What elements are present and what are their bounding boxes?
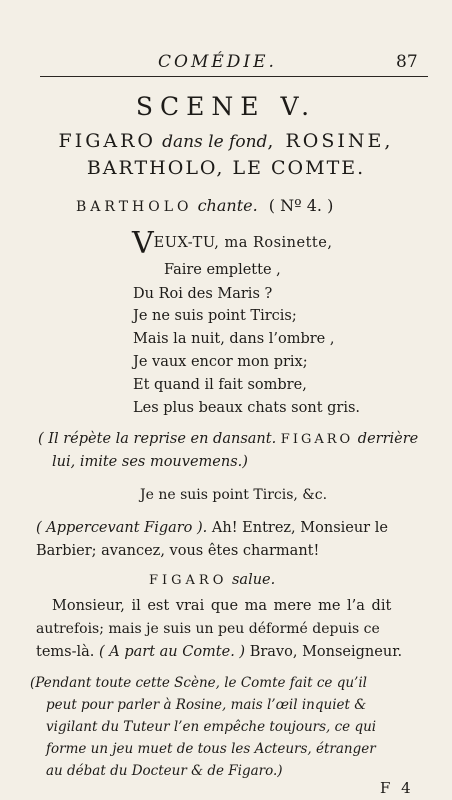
signature-mark: F 4 <box>380 779 414 797</box>
refrain-line: Je ne suis point Tircis, &c. <box>140 487 328 503</box>
stage-direction-2-line-4: forme un jeu muet de tous les Acteurs, étranger <box>46 741 376 757</box>
speech-1-line-1 <box>36 520 388 536</box>
song-line: Je ne suis point Tircis; <box>133 308 297 324</box>
direction-text: ( Il répète la reprise en dansant. <box>38 431 277 447</box>
song-line: Mais la nuit, dans l’ombre , <box>133 331 335 347</box>
bartholo-speaker: BARTHOLO <box>76 199 193 215</box>
figaro-name: FIGARO <box>280 432 354 447</box>
song-number: ( Nº 4. ) <box>268 196 334 215</box>
cast-rosine: , ROSINE, <box>267 130 394 152</box>
cast-line-2: BARTHOLO, LE COMTE. <box>86 157 366 179</box>
song-heading <box>76 196 333 215</box>
drop-cap: V <box>132 226 154 261</box>
song-line: Et quand il fait sombre, <box>133 377 307 393</box>
running-title: COMÉDIE. <box>158 52 277 72</box>
stage-direction-1-line-1 <box>38 431 418 447</box>
speech-direction: ( A part au Comte. ) <box>99 644 246 660</box>
stage-direction-2-line-2: peut pour parler à Rosine, mais l’œil inquiet & <box>46 697 367 713</box>
speech-2-line-1: Monsieur, il est vrai que ma mere me l’a dit <box>52 598 392 614</box>
speech-text: Ah! Entrez, Monsieur le <box>211 520 388 536</box>
song-line: Les plus beaux chats sont gris. <box>133 400 361 416</box>
speech-1-line-2: Barbier; avancez, vous êtes charmant! <box>36 543 320 559</box>
cast-figaro: FIGARO <box>58 130 157 152</box>
page-number: 87 <box>396 52 418 72</box>
song-line: Faire emplette , <box>164 262 281 278</box>
bartholo-direction: chante. <box>197 196 258 215</box>
stage-direction-2-line-1: (Pendant toute cette Scène, le Comte fait ce qu’il <box>30 675 367 691</box>
speech-text: tems-là. <box>36 644 95 660</box>
scene-title: SCENE V. <box>135 92 317 121</box>
stage-direction-2-line-5: au débat du Docteur & de Figaro.) <box>46 763 283 779</box>
stage-direction-2-line-3: vigilant du Tuteur l’en empêche toujours, ce qui <box>46 719 377 735</box>
figaro-heading <box>149 572 275 588</box>
cast-direction: dans le fond <box>162 132 268 152</box>
speech-2-line-3 <box>36 644 402 660</box>
song-line <box>132 226 333 261</box>
stage-direction-1-line-2: lui, imite ses mouvemens.) <box>52 454 248 470</box>
figaro-direction: salue. <box>231 572 276 588</box>
cast-line-1 <box>0 130 452 152</box>
song-line: Je vaux encor mon prix; <box>133 354 308 370</box>
song-line-text: EUX-TU, ma Rosinette, <box>153 235 333 251</box>
direction-text: derrière <box>357 431 419 447</box>
figaro-speaker: FIGARO <box>149 573 228 588</box>
song-line: Du Roi des Maris ? <box>133 286 273 302</box>
header-rule <box>40 76 428 77</box>
speech-text: Bravo, Monseigneur. <box>249 644 403 660</box>
speech-direction: ( Appercevant Figaro ). <box>36 520 208 536</box>
speech-2-line-2: autrefois; mais je suis un peu déformé depuis ce <box>36 621 380 637</box>
